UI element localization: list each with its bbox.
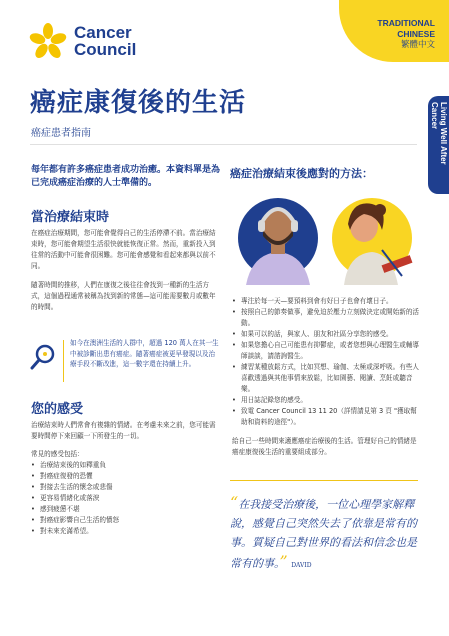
side-tab-label: Living Well After Cancer <box>430 102 448 165</box>
lang-line1: TRADITIONAL <box>377 18 435 28</box>
callout-rule <box>63 340 64 382</box>
list-item: • 對癌症復發的恐懼 <box>31 471 221 482</box>
brand-line1: Cancer <box>74 23 132 42</box>
feelings-list-intro: 常見的感受包括： <box>31 450 84 458</box>
feelings-section <box>31 398 221 537</box>
list-item: • 用日誌記錄您的感受。 <box>232 395 420 406</box>
after-treatment-p1: 在癌症治療期間，您可能會覺得自己的生活停滯不前。當治療結束時，您可能會期望生活很快就能恢復正常。然而，重新投入到往常的活動中可能會很困難。您可能會感覺和看起來都與以前不同。 <box>31 229 216 270</box>
list-item: • 更容易情緒化或落淚 <box>31 493 221 504</box>
list-item: • 感到疲憊不堪 <box>31 504 221 515</box>
brand-name <box>74 24 136 58</box>
page-subtitle: 癌症患者指南 <box>31 128 91 139</box>
list-item: • 按照自己的節奏做事，避免迫於壓力立刻做決定或開始新的活動。 <box>232 307 420 329</box>
lang-line3: 繁體中文 <box>400 40 435 50</box>
list-item: • 對癌症影響自己生活的憤怒 <box>31 515 221 526</box>
list-item: • 對未來充滿希望。 <box>31 526 221 537</box>
after-treatment-section <box>31 206 221 313</box>
coping-closing: 給自己一些時間來適應癌症治療後的生活。管理好自己的情緒是癌症康復後生活的重要組成部分。 <box>232 437 417 456</box>
cancer-council-logo-icon <box>28 22 68 62</box>
people-illustration <box>232 190 417 285</box>
quote <box>230 493 418 575</box>
list-item: • 如果可以的話，與家人、朋友和社區分享您的感受。 <box>232 329 420 340</box>
language-badge <box>339 0 449 62</box>
list-item: • 專注於每一天—要預料到會有好日子也會有壞日子。 <box>232 296 420 307</box>
magnifier-icon <box>30 343 58 371</box>
coping-heading: 癌症治療結束後應對的方法： <box>230 167 373 180</box>
quote-author: DAVID <box>291 562 312 569</box>
after-treatment-p2: 隨著時間的推移，人們在康復之後往往會找到一種新的生活方式，這個過程通常被稱為找到新的常態—這可能需要數月或數年的時間。 <box>31 281 216 311</box>
list-item: • 治療結束後的如釋重負 <box>31 460 221 471</box>
lang-line2: CHINESE <box>397 29 435 39</box>
feelings-list <box>31 460 221 537</box>
quote-block <box>230 480 418 575</box>
list-item: • 對接去生活的懷念或悲傷 <box>31 482 221 493</box>
coping-list <box>232 296 420 428</box>
quote-mark-icon: “ <box>230 493 239 512</box>
page-title: 癌症康復後的生活 <box>30 88 247 118</box>
intro-text: 每年都有許多癌症患者成功治癒。本資料單是為已完成癌症治療的人士準備的。 <box>31 165 221 188</box>
list-item: • 致電 Cancer Council 13 11 20（詳情請見第 3 頁 "獲取幫助和資料的途徑"）。 <box>232 406 420 428</box>
coping-section <box>232 296 420 458</box>
feelings-p1: 治療結束時人們常會有複雜的情緒。在考慮未來之前，您可能需要時間停下來回顧一下所發生的一切。 <box>31 421 216 440</box>
feelings-heading: 您的感受 <box>31 402 84 417</box>
list-item: • 練習某種放鬆方式，比如冥想、瑜伽、太極或深呼吸。有些人喜歡透過與其他事情來放鬆，比如園藝、閱讀、烹飪或聽音樂。 <box>232 362 420 395</box>
quote-mark-close-icon: ” <box>279 552 288 571</box>
brand-line2: Council <box>74 40 137 59</box>
after-treatment-heading: 當治療結束時 <box>31 210 110 225</box>
quote-text: 在我接受治療後，一位心理學家解釋說，感覺自己突然失去了依靠是常有的事。質疑自己對世界的看法和信念也是常有的事。 <box>230 498 417 570</box>
list-item: • 如果您擔心自己可能患有抑鬱症，或者您想與心理醫生或輔導師談談，請諮詢醫生。 <box>232 340 420 362</box>
divider <box>30 144 417 145</box>
callout-text: 如今在澳洲生活的人群中，超過 120 萬人在其一生中被診斷出患有癌症。隨著癌症被更早發現以及治療手段不斷改進，這一數字還在持續上升。 <box>70 339 219 368</box>
side-tab <box>428 96 449 194</box>
